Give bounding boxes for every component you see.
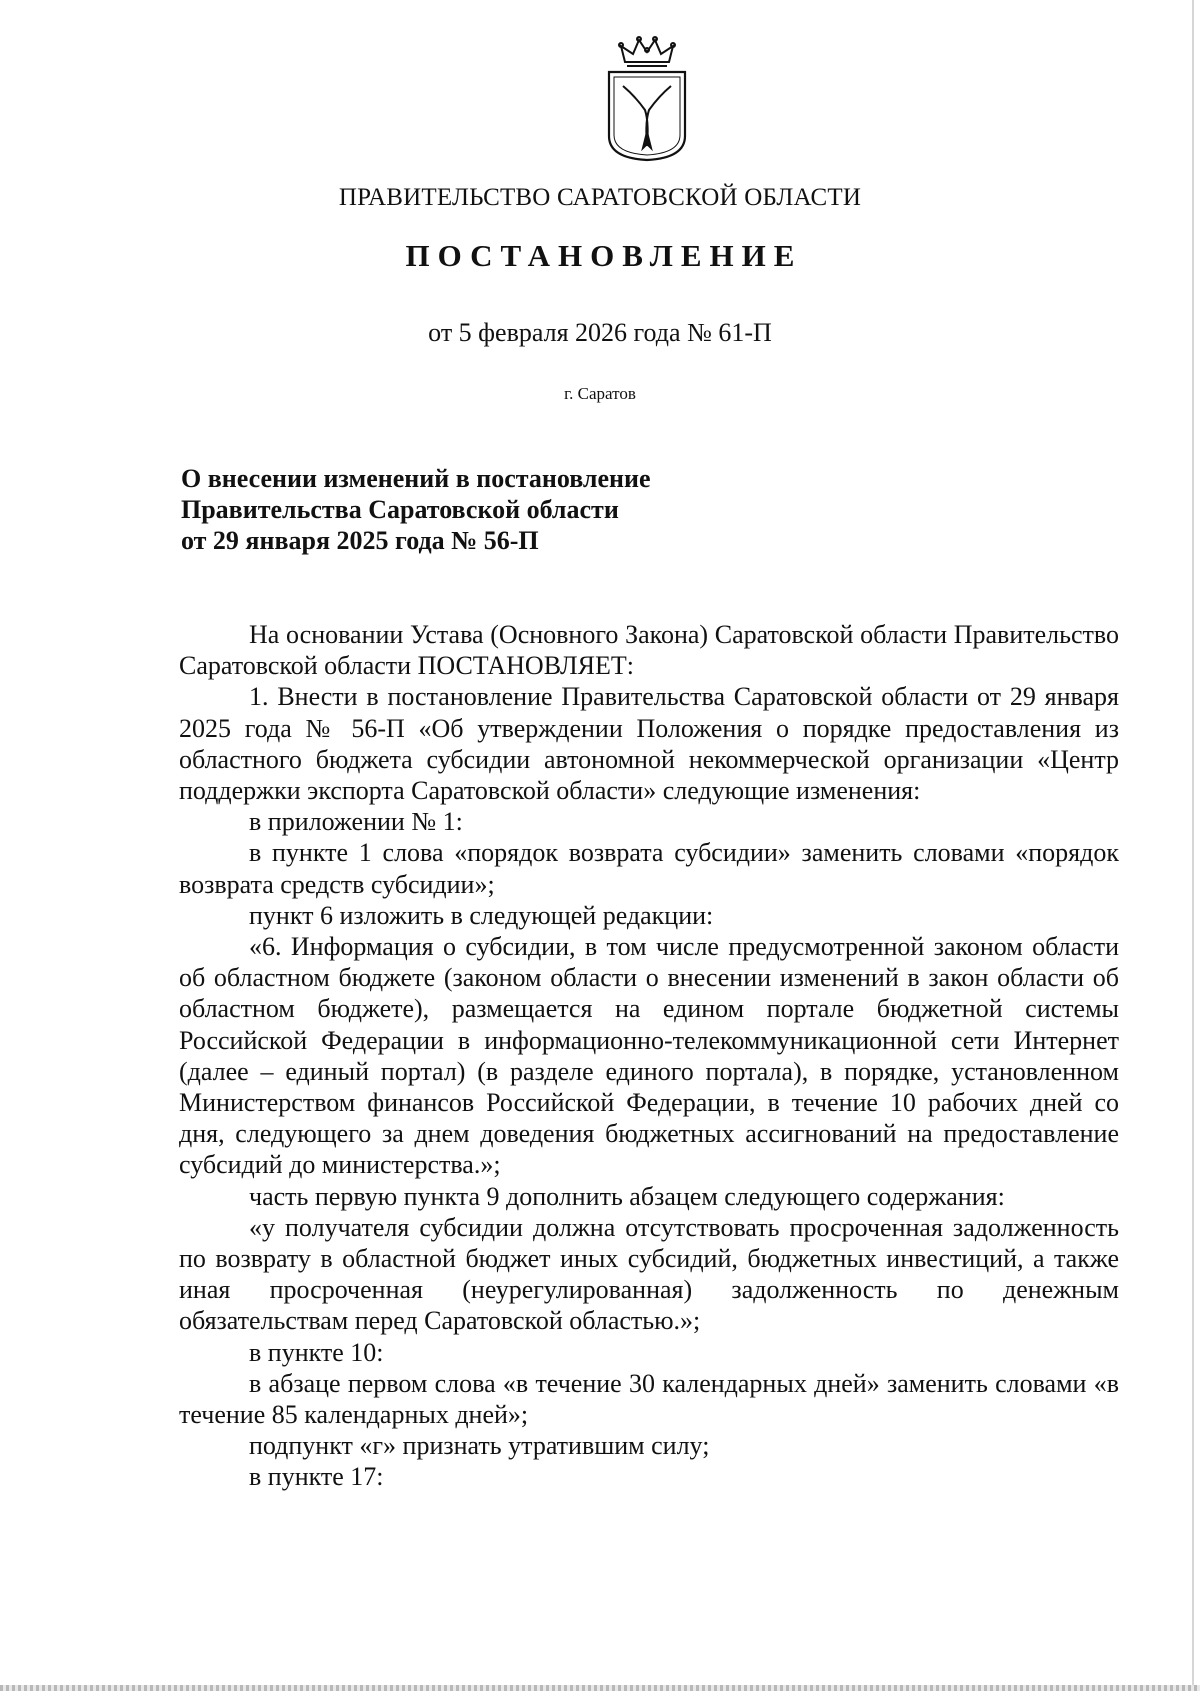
body-paragraph: в пункте 1 слова «порядок возврата субсидии» заменить словами «порядок возврата средств субсидии»; bbox=[179, 838, 1119, 899]
scan-right-edge bbox=[1192, 0, 1194, 1691]
body-paragraph: часть первую пункта 9 дополнить абзацем следующего содержания: bbox=[249, 1181, 1005, 1211]
document-type-title: ПОСТАНОВЛЕНИЕ bbox=[405, 238, 803, 273]
government-name: ПРАВИТЕЛЬСТВО САРАТОВСКОЙ ОБЛАСТИ bbox=[338, 184, 862, 211]
subject-line: О внесении изменений в постановление bbox=[181, 464, 651, 493]
body-paragraph: в пункте 17: bbox=[249, 1462, 384, 1492]
document-date-number: от 5 февраля 2026 года № 61-П bbox=[428, 318, 772, 347]
body-paragraph: На основании Устава (Основного Закона) Саратовской области Правительство Саратовской области ПОСТАНОВЛЯЕТ: bbox=[179, 620, 1119, 681]
body-paragraph: 1. Внести в постановление Правительства Саратовской области от 29 января 2025 года № 56-П «Об утверждении Положения о порядке предоставления из областного бюджета субсидии автономной некоммерческой организации «Центр поддержки экспорта Саратовской области» следующие изменения: bbox=[179, 682, 1119, 806]
saratov-coat-of-arms-icon bbox=[601, 36, 693, 162]
body-paragraph: в абзаце первом слова «в течение 30 календарных дней» заменить словами «в течение 85 календарных дней»; bbox=[179, 1368, 1119, 1430]
body-paragraph: «у получателя субсидии должна отсутствовать просроченная задолженность по возврату в областной бюджет иных субсидий, бюджетных инвестиций, а также иная просроченная (неурегулированная) задолженность по денежным обязательствам перед Саратовской областью.»; bbox=[179, 1212, 1119, 1336]
subject-line: Правительства Саратовской области bbox=[181, 495, 619, 524]
body-paragraph: в приложении № 1: bbox=[249, 807, 463, 837]
document-city: г. Саратов bbox=[564, 384, 636, 403]
body-paragraph: подпункт «г» признать утратившим силу; bbox=[249, 1431, 710, 1461]
body-paragraph: пункт 6 изложить в следующей редакции: bbox=[249, 900, 714, 930]
document-subject bbox=[181, 463, 651, 556]
scan-bottom-edge bbox=[0, 1685, 1200, 1691]
body-paragraph: в пункте 10: bbox=[249, 1337, 384, 1367]
document-body bbox=[179, 619, 1119, 1493]
body-paragraph: «6. Информация о субсидии, в том числе предусмотренной законом области об областном бюджете (законом области о внесении изменений в закон области об областном бюджете), размещается на едином портале бюджетной системы Российской Федерации в информационно-телекоммуникационной сети Интернет (далее – единый портал) (в разделе единого портала), в порядке, установленном Министерством финансов Российской Федерации, в течение 10 рабочих дней со дня, следующего за днем доведения бюджетных ассигнований на предоставление субсидий до министерства.»; bbox=[179, 932, 1119, 1180]
subject-line: от 29 января 2025 года № 56-П bbox=[181, 526, 539, 555]
